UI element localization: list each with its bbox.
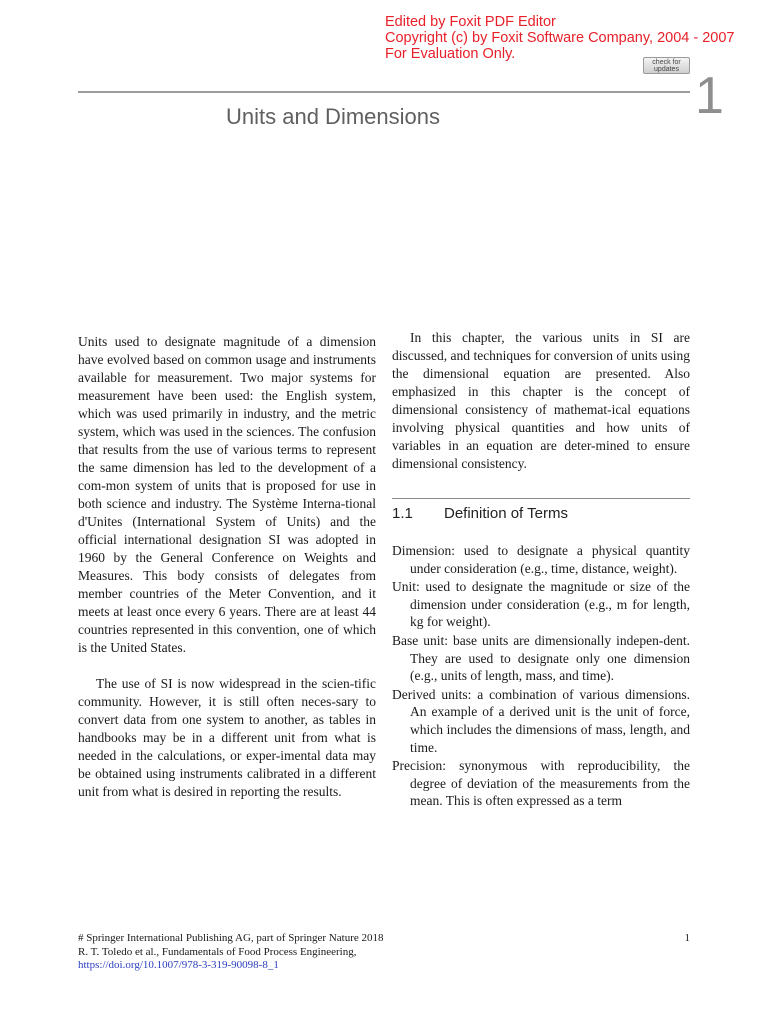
check-for-updates-line-1: check for xyxy=(652,59,681,66)
section-heading xyxy=(392,505,568,522)
foxit-watermark xyxy=(385,14,735,62)
definition-item: Base unit: base units are dimensionally indepen-dent. They are used to designate only one dimension (e.g., units of length, mass, and time). xyxy=(392,632,690,684)
section-rule xyxy=(392,498,690,499)
right-column xyxy=(392,329,690,473)
section-title: Definition of Terms xyxy=(444,505,568,522)
page-footer xyxy=(78,932,690,973)
doi-link[interactable]: https://doi.org/10.1007/978-3-319-90098-8_1 xyxy=(78,959,279,971)
check-for-updates-line-2: updates xyxy=(654,66,679,73)
chapter-number: 1 xyxy=(695,67,724,125)
definition-item: Unit: used to designate the magnitude or size of the dimension under consideration (e.g., m for length, kg for weight). xyxy=(392,579,690,630)
right-intro-paragraph: In this chapter, the various units in SI are discussed, and techniques for conversion of units using the dimensional equation are presented. Also emphasized in this chapter is the concept of dimensional consistency of mathemat-ical equations involving physical quantities and how units of variables in an equation are deter-mined to ensure dimensional consistency. xyxy=(392,330,690,471)
left-paragraph-2: The use of SI is now widespread in the scien-tific community. However, it is still often neces-sary to convert data from one system to another, as tables in handbooks may be in a different unit from what is needed in the calculations, or exper-imental data may be obtained using instruments calibrated in a different unit from what is desired in reporting the results. xyxy=(78,676,376,799)
watermark-line-2: Copyright (c) by Foxit Software Company, 2004 - 2007 xyxy=(385,30,735,46)
definitions-list xyxy=(392,542,690,811)
left-paragraph-1: Units used to designate magnitude of a dimension have evolved based on common usage and instruments available for measurement. Two major systems for measurement have been used: the English system, which was used primarily in industry, and the metric system, which was used in the sciences. The confusion that results from the use of various terms to represent the same dimension has led to the development of a com-mon system of units that is proposed for use in both science and industry. The Système Interna-tional d'Unites (International System of Units) and the official international designation SI was adopted in 1960 by the General Conference on Weights and Measures. This body consists of delegates from member countries of the Meter Convention, and it meets at least once every 6 years. There are at least 44 countries represented in this convention, one of which is the United States. xyxy=(78,334,376,655)
check-for-updates-button[interactable] xyxy=(643,57,690,74)
watermark-line-1: Edited by Foxit PDF Editor xyxy=(385,14,556,30)
page-number: 1 xyxy=(684,932,690,944)
chapter-title: Units and Dimensions xyxy=(226,104,440,129)
footer-citation: R. T. Toledo et al., Fundamentals of Food Process Engineering, xyxy=(78,945,357,958)
definition-item: Precision: synonymous with reproducibility, the degree of deviation of the measurements from the mean. This is often expressed as a term xyxy=(392,758,690,809)
chapter-top-rule xyxy=(78,91,690,93)
watermark-line-3: For Evaluation Only. xyxy=(385,46,516,62)
footer-copyright: # Springer International Publishing AG, part of Springer Nature 2018 xyxy=(78,932,384,944)
section-number: 1.1 xyxy=(392,505,413,522)
definition-item: Dimension: used to designate a physical quantity under consideration (e.g., time, distance, weight). xyxy=(392,543,690,576)
definition-item: Derived units: a combination of various dimensions. An example of a derived unit is the unit of force, which includes the dimensions of mass, length, and time. xyxy=(392,686,690,755)
left-column xyxy=(78,333,376,801)
